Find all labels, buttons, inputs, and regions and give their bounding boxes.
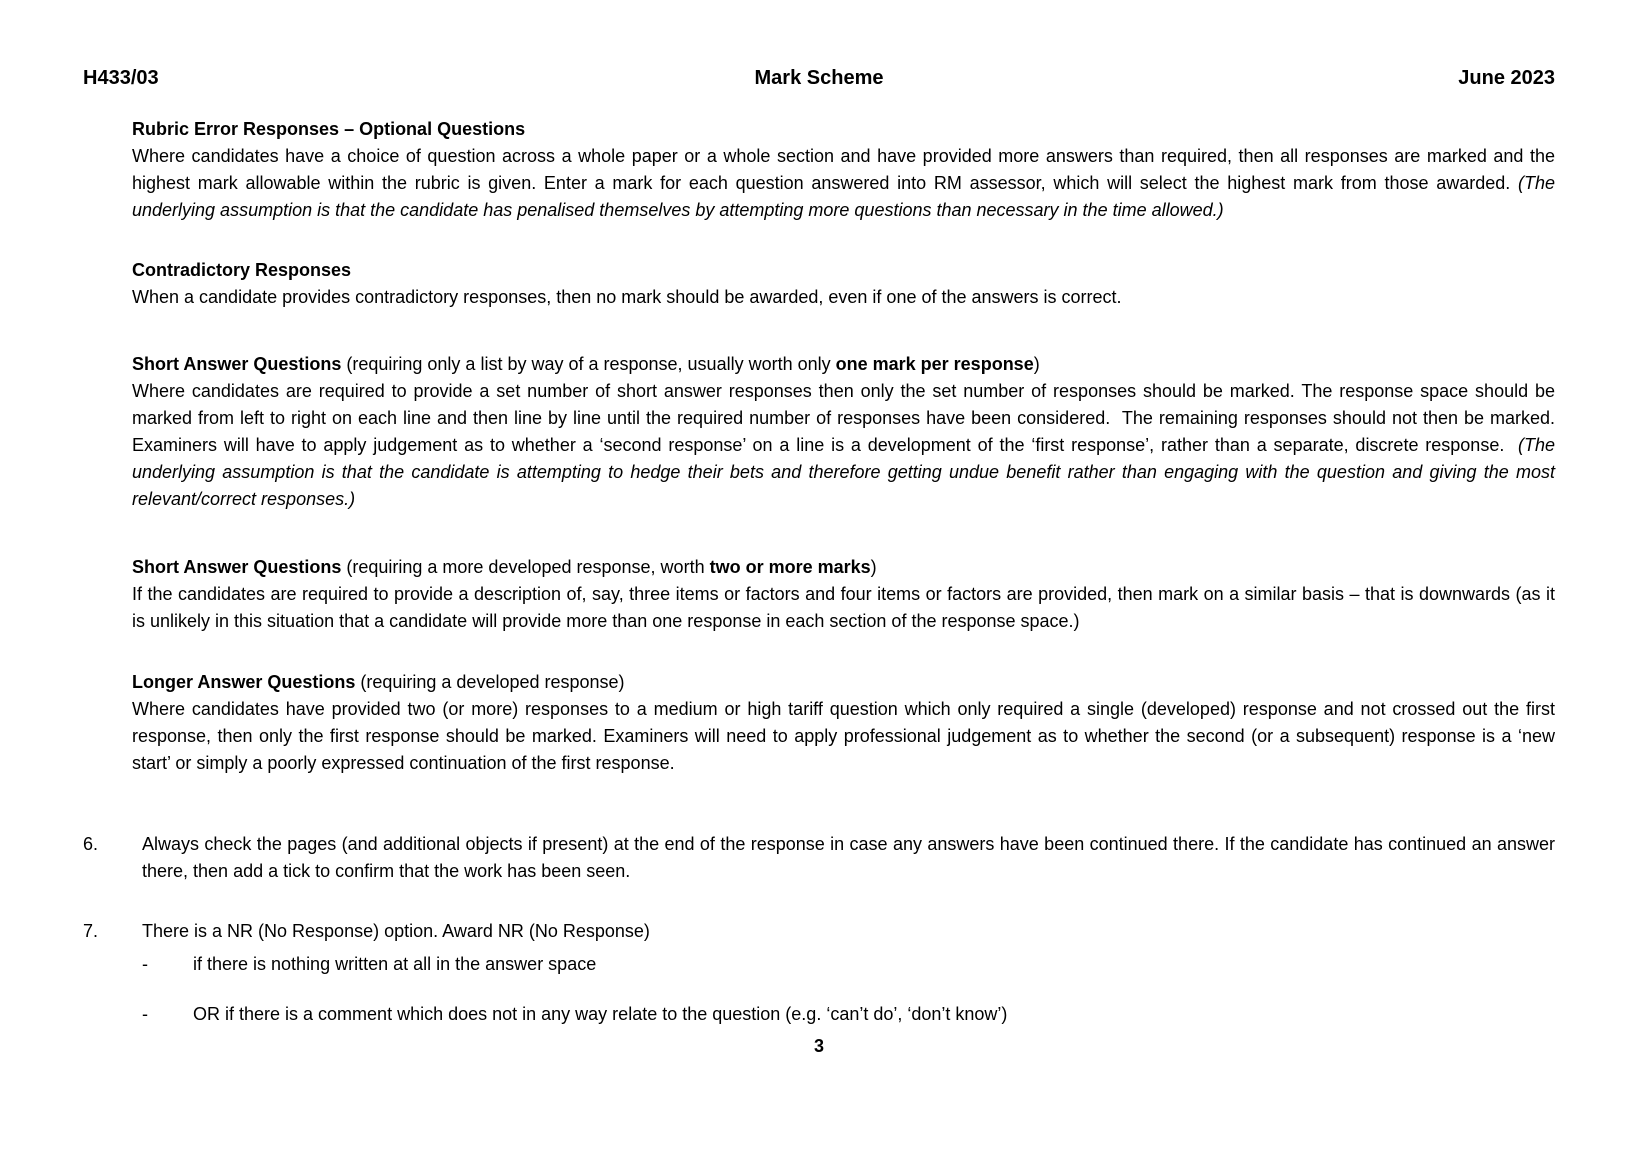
bullet-item <box>142 951 1555 978</box>
body-text: Where candidates are required to provide a set number of short answer responses then only the set number of responses should be marked. The response space should be marked from left to right on each line and then line by line until the required number of responses have been considered. The remaining responses should not then be marked. Examiners will have to apply judgement as to whether a ‘second response’ on a line is a development of the ‘first response’, rather than a separate, discrete response. <box>132 381 1555 455</box>
body-text: When a candidate provides contradictory responses, then no mark should be awarded, even if one of the answers is correct. <box>132 287 1122 307</box>
item-text: There is a NR (No Response) option. Award NR (No Response) <box>142 921 650 941</box>
page-footer <box>83 1033 1555 1060</box>
heading-text: Short Answer Questions <box>132 557 342 577</box>
section-contradictory-responses <box>132 257 1555 311</box>
heading-text-bold: two or more marks <box>709 557 871 577</box>
page-number: 3 <box>813 1036 824 1056</box>
item-text: Always check the pages (and additional objects if present) at the end of the response in case any answers have been continued there. If the candidate has continued an answer there, then add a tick to confirm that the work has been seen. <box>142 834 1555 881</box>
section-rubric-error-responses <box>132 116 1555 224</box>
bullet-item <box>142 1001 1555 1028</box>
heading-text: Short Answer Questions <box>132 354 342 374</box>
body-text: If the candidates are required to provide a description of, say, three items or factors and four items or factors are provided, then mark on a similar basis – that is downwards (as it is unlikely in this situation that a candidate will provide more than one response in each section of the response space.) <box>132 584 1555 631</box>
section-short-answer-developed <box>132 554 1555 635</box>
heading-text: (requiring a more developed response, worth <box>341 557 710 577</box>
item-body <box>142 918 1555 1028</box>
section-body-rubric-error-responses <box>132 143 1555 224</box>
item-number: 6. <box>83 834 99 854</box>
section-body-short-answer-developed <box>132 581 1555 635</box>
item-body <box>142 831 1555 885</box>
section-longer-answer <box>132 669 1555 777</box>
section-body-short-answer-list <box>132 378 1555 513</box>
section-heading-longer-answer <box>132 669 1555 696</box>
header-date: June 2023 <box>1458 67 1556 89</box>
heading-text: ) <box>1033 354 1040 374</box>
body-text: Where candidates have a choice of question across a whole paper or a whole section and have provided more answers than required, then all responses are marked and the highest mark allowable within the rubric is given. Enter a mark for each question answered into RM assessor, which will select the highest mark from those awarded. <box>132 146 1555 193</box>
heading-text-bold: one mark per response <box>835 354 1034 374</box>
bullet-dash: - <box>142 954 148 974</box>
header-paper-code: H433/03 <box>83 67 159 89</box>
numbered-item-6 <box>83 831 1555 885</box>
body-text-italic: (The underlying assumption is that the candidate has penalised themselves by attempting more questions than necessary in the time allowed.) <box>132 173 1555 220</box>
heading-text: Longer Answer Questions <box>132 672 356 692</box>
page-header <box>83 64 1555 92</box>
heading-text: ) <box>870 557 877 577</box>
section-heading-short-answer-developed <box>132 554 1555 581</box>
header-title: Mark Scheme <box>754 67 884 89</box>
body-text: Where candidates have provided two (or more) responses to a medium or high tariff question which only required a single (developed) response and not crossed out the first response, then only the first response should be marked. Examiners will need to apply professional judgement as to whether the second (or a subsequent) response is a ‘new start’ or simply a poorly expressed continuation of the first response. <box>132 699 1555 773</box>
heading-text: (requiring a developed response) <box>355 672 625 692</box>
section-short-answer-list <box>132 351 1555 513</box>
bullet-text: OR if there is a comment which does not in any way relate to the question (e.g. ‘can’t do’, ‘don’t know’) <box>193 1004 1008 1024</box>
heading-text: Rubric Error Responses – Optional Questions <box>132 119 526 139</box>
section-body-contradictory-responses <box>132 284 1555 311</box>
numbered-item-7 <box>83 918 1555 1028</box>
section-heading-contradictory-responses <box>132 257 1555 284</box>
bullet-dash: - <box>142 1004 148 1024</box>
section-body-longer-answer <box>132 696 1555 777</box>
section-heading-short-answer-list <box>132 351 1555 378</box>
heading-text: Contradictory Responses <box>132 260 352 280</box>
section-heading-rubric-error-responses <box>132 116 1555 143</box>
heading-text: (requiring only a list by way of a response, usually worth only <box>341 354 836 374</box>
item-number: 7. <box>83 921 99 941</box>
body-text-italic: (The underlying assumption is that the candidate is attempting to hedge their bets and therefore getting undue benefit rather than engaging with the question and giving the most relevant/correct responses.) <box>132 435 1555 509</box>
bullet-text: if there is nothing written at all in the answer space <box>193 954 597 974</box>
